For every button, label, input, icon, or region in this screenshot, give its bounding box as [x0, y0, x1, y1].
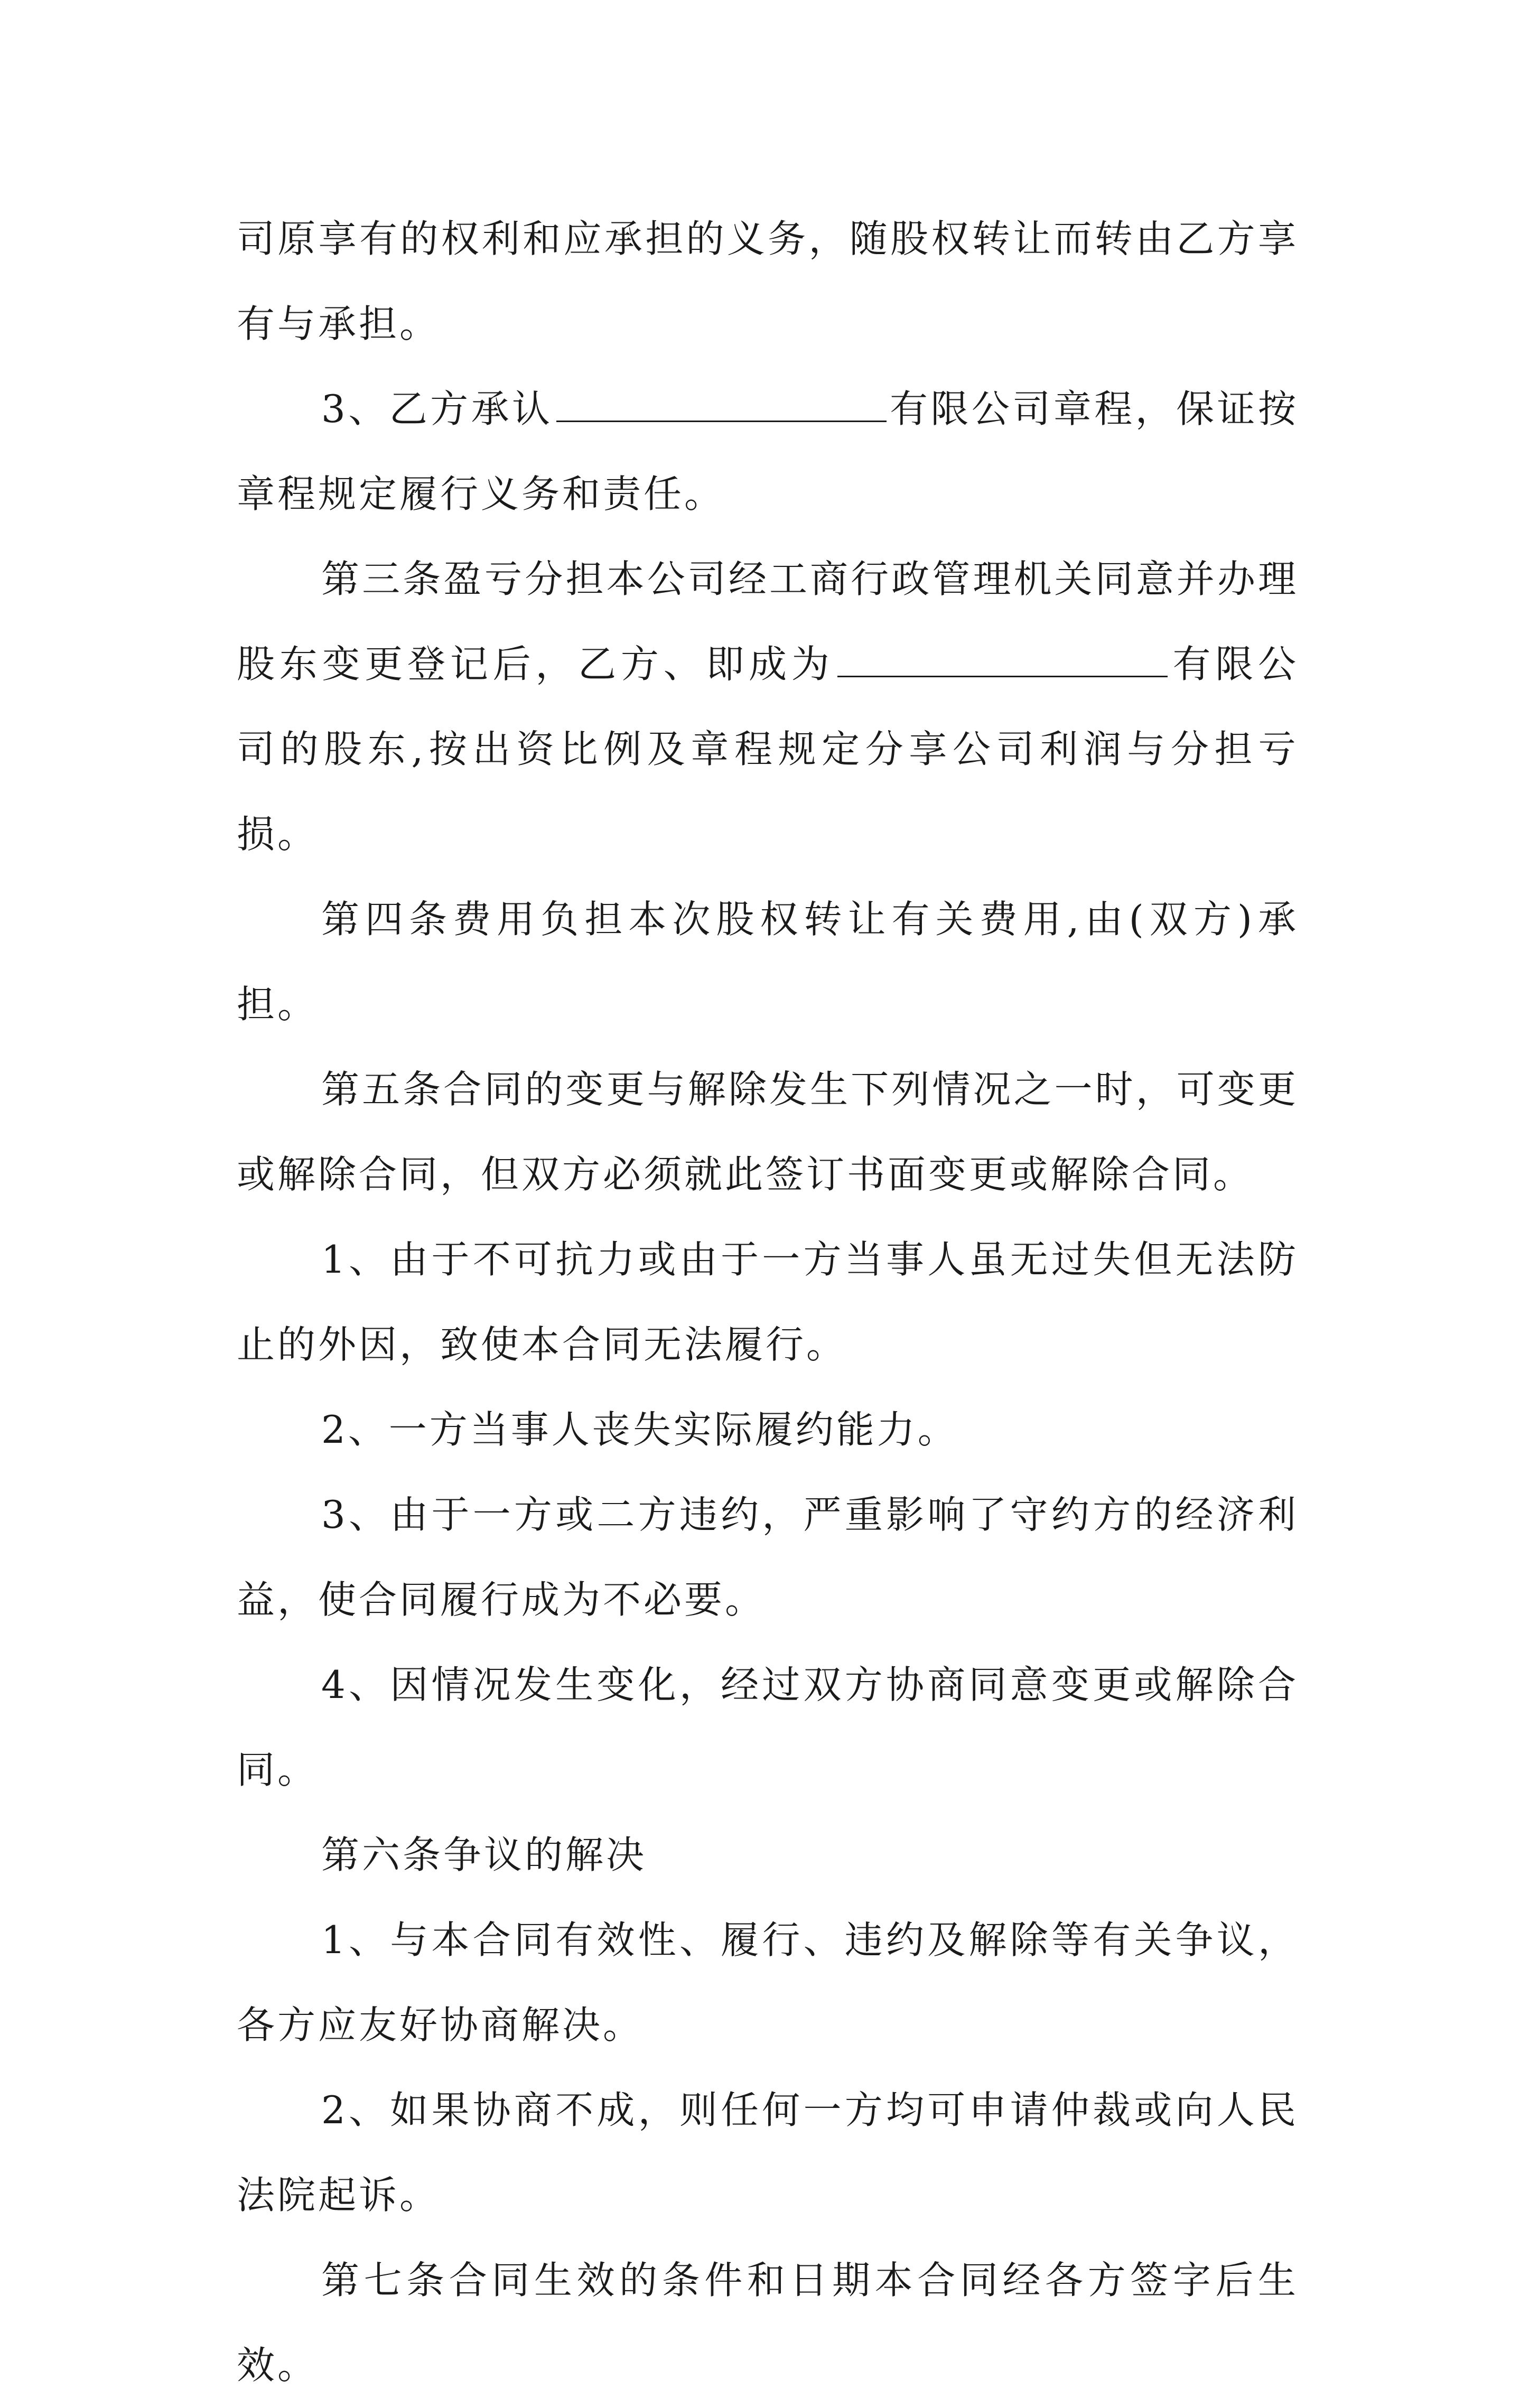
paragraph-article-4-expenses: 第四条费用负担本次股权转让有关费用,由(双方)承担。 — [237, 897, 1299, 1026]
paragraph-article-3-profit-loss — [237, 537, 1299, 877]
paragraph-text-before-blank: 第三条盈亏分担本公司经工商行政管理机关同意并办理股东变更登记后，乙方、即成为 — [237, 557, 1299, 686]
paragraph-text-before-blank: 3、乙方承认 — [321, 387, 553, 431]
document-page — [237, 197, 1299, 2408]
paragraph-article-6-disputes: 第六条争议的解决 — [321, 1833, 647, 1877]
paragraph-article-7-effectiveness: 第七条合同生效的条件和日期本合同经各方签字后生效。 — [237, 2258, 1299, 2387]
paragraph-item-arbitration: 2、如果协商不成，则任何一方均可申请仲裁或向人民法院起诉。 — [237, 2088, 1299, 2217]
paragraph-item-negotiation: 1、与本合同有效性、履行、违约及解除等有关争议，各方应友好协商解决。 — [237, 1918, 1299, 2047]
paragraph-articles-acknowledgement — [237, 367, 1299, 537]
company-name-blank — [556, 389, 887, 422]
paragraph-article-5-modification: 第五条合同的变更与解除发生下列情况之一时，可变更或解除合同，但双方必须就此签订书面变更或解除合同。 — [237, 1067, 1299, 1197]
paragraph-rights-transfer: 司原享有的权利和应承担的义务，随股权转让而转由乙方享有与承担。 — [237, 217, 1299, 346]
company-name-blank — [837, 644, 1168, 677]
paragraph-item-breach: 3、由于一方或二方违约，严重影响了守约方的经济利益，使合同履行成为不必要。 — [237, 1492, 1299, 1622]
paragraph-text-after-blank: 有限公司章程，保证按章程规定履行义务和责任。 — [237, 387, 1299, 516]
paragraph-item-incapacity: 2、一方当事人丧失实际履约能力。 — [321, 1407, 958, 1452]
paragraph-item-force-majeure: 1、由于不可抗力或由于一方当事人虽无过失但无法防止的外因，致使本合同无法履行。 — [237, 1237, 1299, 1367]
paragraph-text-after-blank: 有限公司的股东,按出资比例及章程规定分享公司利润与分担亏损。 — [237, 642, 1299, 856]
paragraph-item-mutual-agreement: 4、因情况发生变化，经过双方协商同意变更或解除合同。 — [237, 1663, 1299, 1792]
